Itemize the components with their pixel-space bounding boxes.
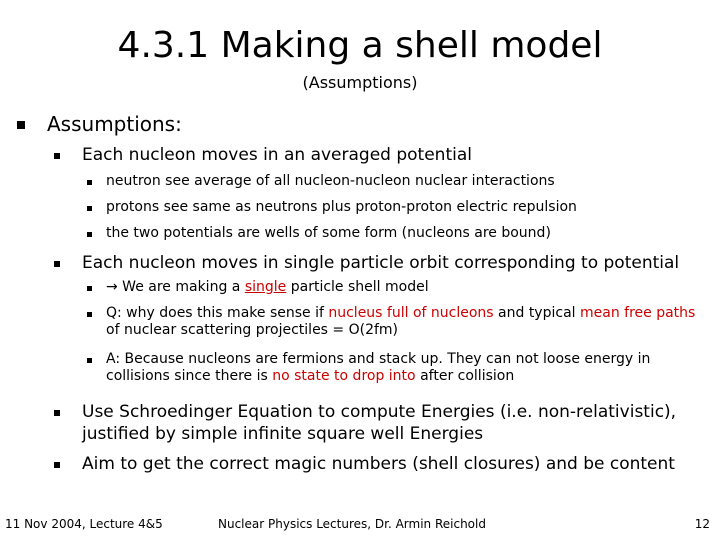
sub-bullet-question (87, 305, 697, 339)
square-bullet-icon (54, 153, 60, 159)
square-bullet-icon (87, 206, 92, 211)
bullet-schroedinger (54, 401, 704, 445)
sub-bullet-answer (87, 351, 697, 385)
main-bullet-text: Assumptions: (47, 112, 182, 136)
highlight-text: mean free paths (579, 305, 696, 321)
bullet-averaged-potential (54, 144, 704, 166)
sub-bullet-shell-model (87, 279, 697, 296)
sub-bullet-text: A: Because nucleons are fermions and stack up. They can not loose energy in collisions since there is no state to drop into after collision (106, 351, 651, 384)
square-bullet-icon (54, 261, 60, 267)
sub-bullet-text: neutron see average of all nucleon-nucleon nuclear interactions (106, 173, 555, 189)
sub-bullet (87, 225, 697, 242)
bullet-magic-numbers (54, 453, 714, 475)
arrow-right-icon: → (106, 279, 118, 295)
emphasis-single: single (244, 279, 287, 295)
bullet-text: Use Schroedinger Equation to compute Energies (i.e. non-relativistic), justified by simple infinite square well Energies (82, 402, 677, 444)
main-bullet (17, 112, 707, 136)
bullet-single-particle-orbit (54, 252, 714, 274)
footer-author: Nuclear Physics Lectures, Dr. Armin Reichold (218, 517, 486, 531)
square-bullet-icon (54, 410, 60, 416)
square-bullet-icon (87, 358, 92, 363)
square-bullet-icon (87, 312, 92, 317)
sub-bullet (87, 173, 697, 190)
highlight-text: no state to drop into (272, 368, 416, 384)
square-bullet-icon (54, 462, 60, 468)
bullet-text: Each nucleon moves in an averaged potential (82, 145, 472, 165)
sub-bullet-text: → We are making a single particle shell model (106, 279, 429, 295)
footer-date: 11 Nov 2004, Lecture 4&5 (5, 517, 163, 531)
slide-subtitle: (Assumptions) (302, 73, 418, 92)
sub-bullet-text: the two potentials are wells of some form (nucleons are bound) (106, 225, 551, 241)
square-bullet-icon (17, 121, 25, 129)
page-number: 12 (694, 517, 710, 531)
bullet-text: Each nucleon moves in single particle orbit corresponding to potential (82, 253, 680, 273)
bullet-text: Aim to get the correct magic numbers (shell closures) and be content (82, 454, 675, 474)
sub-bullet (87, 199, 697, 216)
sub-bullet-text: protons see same as neutrons plus proton-proton electric repulsion (106, 199, 577, 215)
highlight-text: nucleus full of nucleons (328, 305, 494, 321)
square-bullet-icon (87, 232, 92, 237)
sub-bullet-text: Q: why does this make sense if nucleus full of nucleons and typical mean free paths of nuclear scattering projectiles = O(2fm) (106, 305, 696, 338)
square-bullet-icon (87, 180, 92, 185)
square-bullet-icon (87, 286, 92, 291)
slide-title: 4.3.1 Making a shell model (117, 25, 603, 66)
